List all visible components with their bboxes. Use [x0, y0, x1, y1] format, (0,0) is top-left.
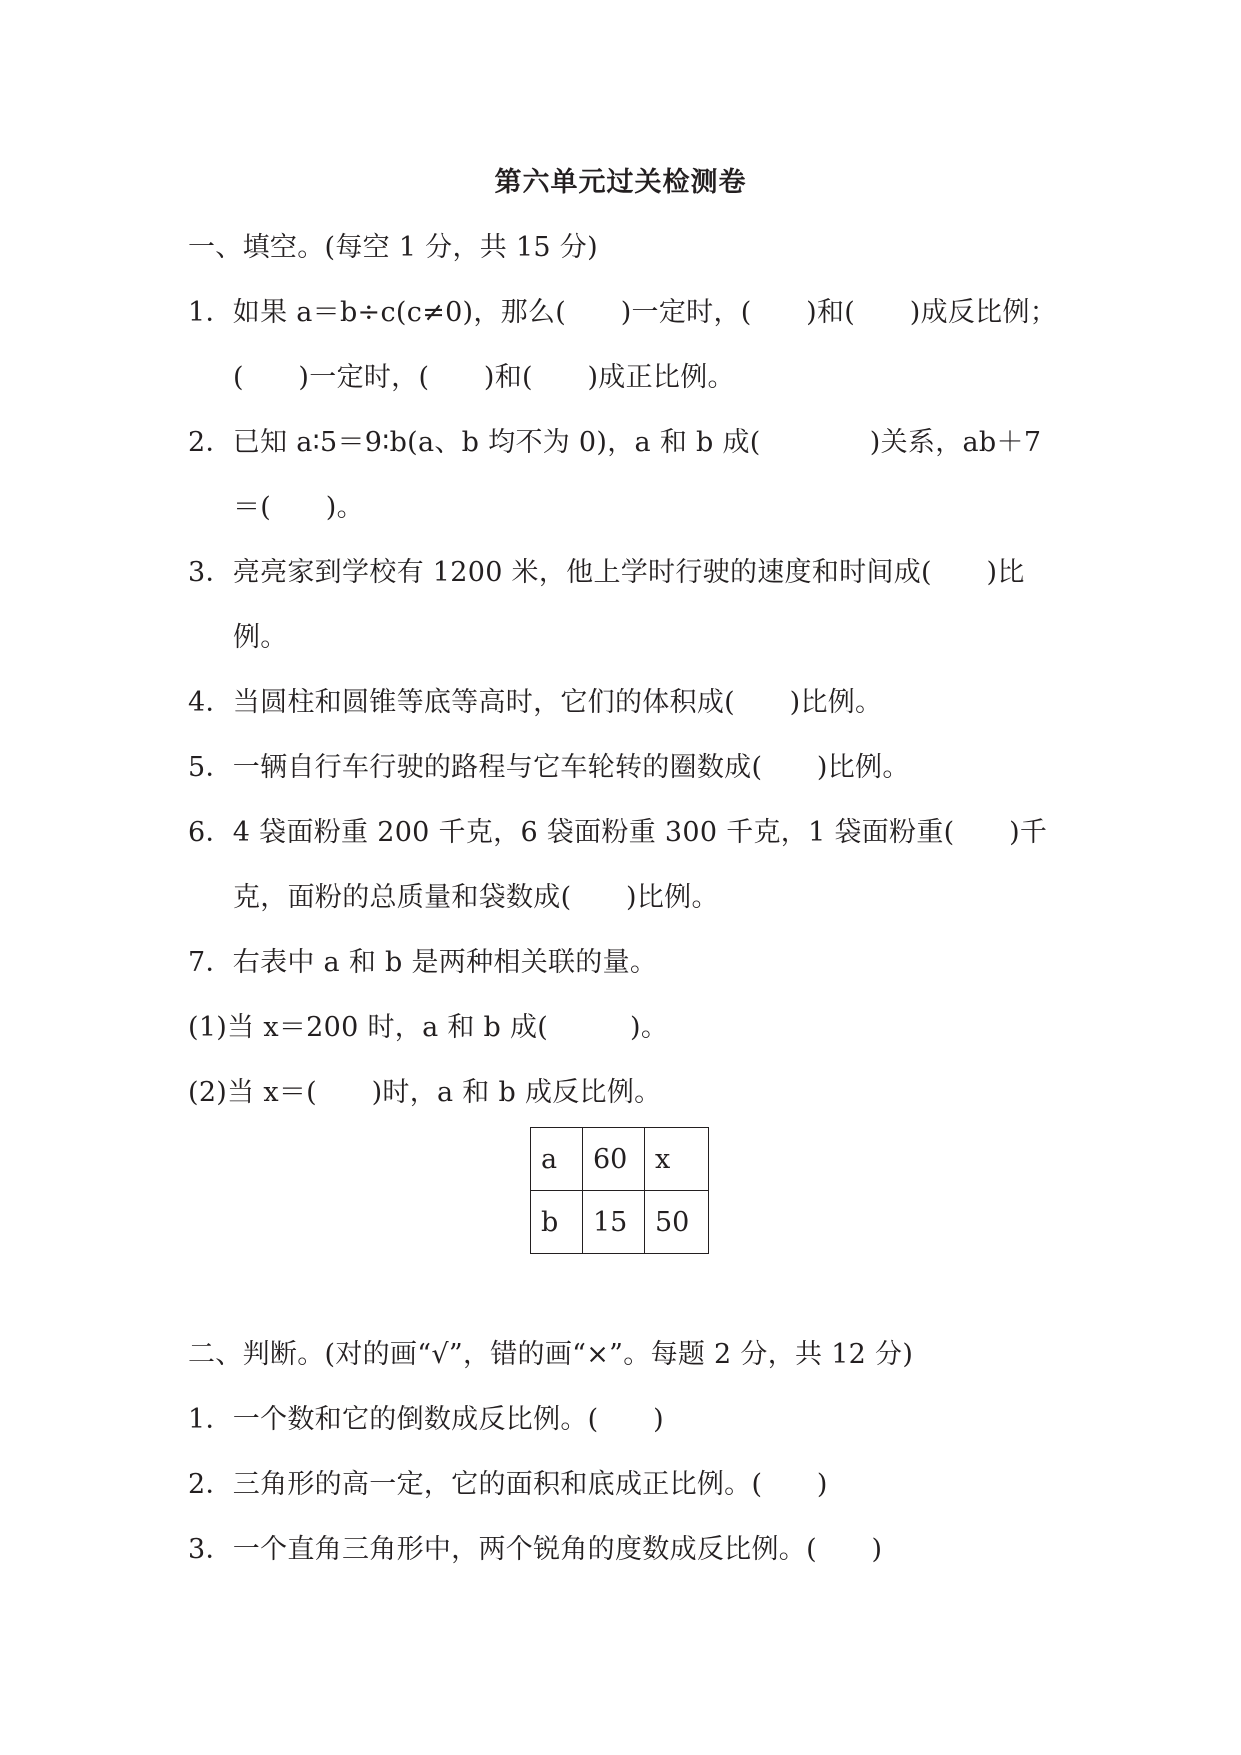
question-6-line-2: 克，面粉的总质量和袋数成( )比例。: [233, 882, 719, 913]
question-7: 7．右表中 a 和 b 是两种相关联的量。: [188, 947, 658, 978]
question-3-line-2: 例。: [233, 622, 288, 653]
question-5: 5．一辆自行车行驶的路程与它车轮转的圈数成( )比例。: [188, 752, 910, 783]
table-row-a: [531, 1128, 709, 1191]
question-2-line-2: ＝( )。: [233, 492, 364, 523]
table-cell: 50: [645, 1191, 709, 1254]
question-7-part-1: (1)当 x＝200 时，a 和 b 成( )。: [188, 1012, 669, 1043]
table-cell: b: [531, 1191, 583, 1254]
judge-question-1: 1．一个数和它的倒数成反比例。( ): [188, 1404, 664, 1435]
question-7-part-2: (2)当 x＝( )时，a 和 b 成反比例。: [188, 1077, 662, 1108]
table-cell: x: [645, 1128, 709, 1191]
question-3-line-1: 3．亮亮家到学校有 1200 米，他上学时行驶的速度和时间成( )比: [188, 557, 1025, 588]
section1-heading: 一、填空。(每空 1 分，共 15 分): [188, 232, 598, 263]
table-cell: a: [531, 1128, 583, 1191]
table-cell: 60: [583, 1128, 645, 1191]
question-1-line-1: 1．如果 a＝b÷c(c≠0)，那么( )一定时，( )和( )成反比例；: [188, 297, 1058, 328]
question-4: 4．当圆柱和圆锥等底等高时，它们的体积成( )比例。: [188, 687, 883, 718]
question-1-line-2: ( )一定时，( )和( )成正比例。: [233, 362, 735, 393]
question-6-line-1: 6．4 袋面粉重 200 千克，6 袋面粉重 300 千克，1 袋面粉重( )千: [188, 817, 1048, 848]
table-row-b: [531, 1191, 709, 1254]
question-2-line-1: 2．已知 a∶5＝9∶b(a、b 均不为 0)，a 和 b 成( )关系，ab＋7: [188, 427, 1042, 458]
judge-question-3: 3．一个直角三角形中，两个锐角的度数成反比例。( ): [188, 1534, 883, 1565]
ab-value-table: [530, 1127, 709, 1254]
table-cell: 15: [583, 1191, 645, 1254]
page-title: 第六单元过关检测卷: [494, 167, 747, 198]
judge-question-2: 2．三角形的高一定，它的面积和底成正比例。( ): [188, 1469, 828, 1500]
section2-heading: 二、判断。(对的画“√”，错的画“×”。每题 2 分，共 12 分): [188, 1339, 914, 1370]
